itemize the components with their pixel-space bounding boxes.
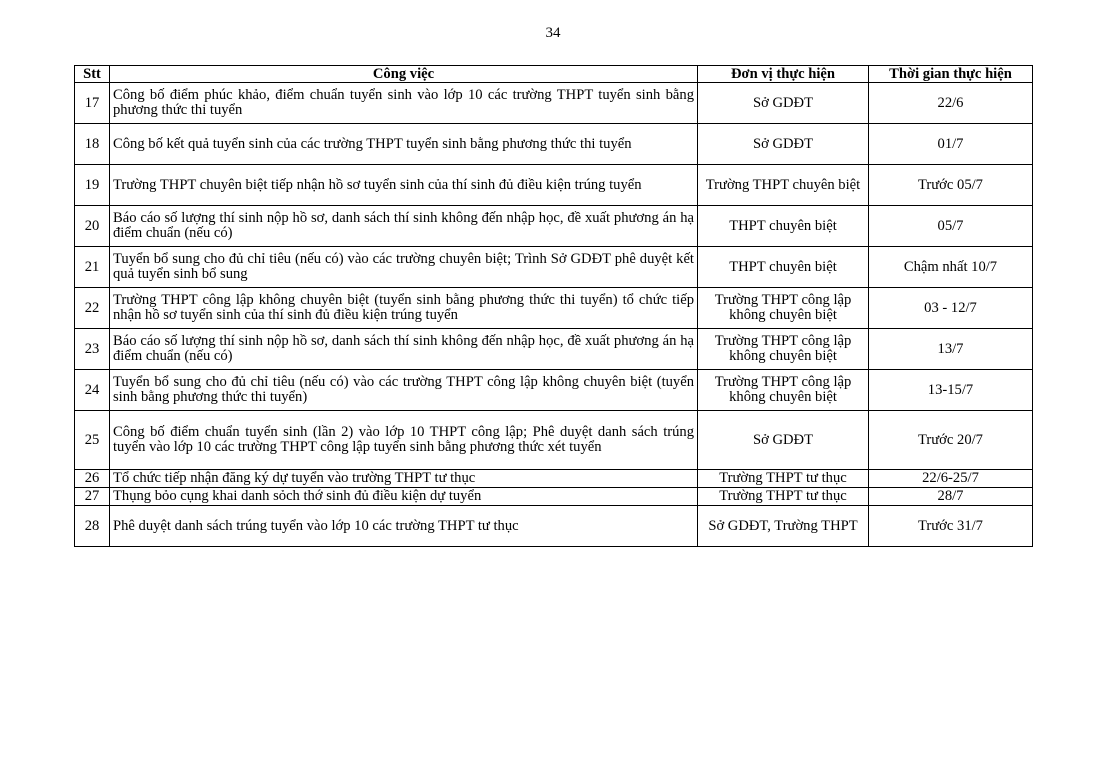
row-unit: THPT chuyên biệt — [698, 247, 869, 288]
row-stt: 20 — [75, 206, 110, 247]
table-row — [75, 370, 1033, 411]
table-row — [75, 83, 1033, 124]
row-time: Trước 20/7 — [869, 411, 1033, 470]
row-unit: Trường THPT công lập không chuyên biệt — [698, 288, 869, 329]
row-stt: 19 — [75, 165, 110, 206]
table-row — [75, 124, 1033, 165]
row-stt: 17 — [75, 83, 110, 124]
schedule-table — [74, 65, 1033, 547]
row-time: 03 - 12/7 — [869, 288, 1033, 329]
row-task: Công bố điểm phúc khảo, điểm chuẩn tuyển sinh vào lớp 10 các trường THPT tuyển sinh bằng phương thức thi tuyển — [110, 83, 698, 124]
row-time: Chậm nhất 10/7 — [869, 247, 1033, 288]
row-unit: Trường THPT công lập không chuyên biệt — [698, 370, 869, 411]
row-task: Tuyển bổ sung cho đủ chỉ tiêu (nếu có) vào các trường chuyên biệt; Trình Sở GDĐT phê duyệt kết quả tuyển sinh bổ sung — [110, 247, 698, 288]
row-unit: Trường THPT tư thục — [698, 488, 869, 506]
row-task: Công bố điểm chuẩn tuyển sinh (lần 2) vào lớp 10 THPT công lập; Phê duyệt danh sách trúng tuyển vào lớp 10 các trường THPT công lập tuyển sinh bằng phương thức xét tuyển — [110, 411, 698, 470]
table-row — [75, 247, 1033, 288]
header-stt: Stt — [75, 66, 110, 83]
row-time: Trước 31/7 — [869, 506, 1033, 547]
row-stt: 26 — [75, 470, 110, 488]
row-time: 01/7 — [869, 124, 1033, 165]
row-stt: 18 — [75, 124, 110, 165]
row-task: Công bố kết quả tuyển sinh của các trường THPT tuyển sinh bằng phương thức thi tuyển — [110, 124, 698, 165]
table-row — [75, 206, 1033, 247]
table-row — [75, 165, 1033, 206]
table-row — [75, 470, 1033, 488]
row-task: Báo cáo số lượng thí sinh nộp hồ sơ, danh sách thí sinh không đến nhập học, đề xuất phương án hạ điểm chuẩn (nếu có) — [110, 329, 698, 370]
row-task: Trường THPT công lập không chuyên biệt (tuyển sinh bằng phương thức thi tuyển) tổ chức tiếp nhận hồ sơ tuyển sinh của thí sinh đủ điều kiện trúng tuyển — [110, 288, 698, 329]
row-unit: Trường THPT tư thục — [698, 470, 869, 488]
row-unit: Sở GDĐT — [698, 83, 869, 124]
row-time: 22/6-25/7 — [869, 470, 1033, 488]
table-row — [75, 488, 1033, 506]
row-task: Tuyển bổ sung cho đủ chỉ tiêu (nếu có) vào các trường THPT công lập không chuyên biệt (tuyển sinh bằng phương thức thi tuyển) — [110, 370, 698, 411]
row-unit: Sở GDĐT — [698, 124, 869, 165]
row-task: Báo cáo số lượng thí sinh nộp hồ sơ, danh sách thí sinh không đến nhập học, đề xuất phương án hạ điểm chuẩn (nếu có) — [110, 206, 698, 247]
row-stt: 27 — [75, 488, 110, 506]
row-unit: Sở GDĐT — [698, 411, 869, 470]
row-stt: 21 — [75, 247, 110, 288]
row-stt: 25 — [75, 411, 110, 470]
table-row — [75, 411, 1033, 470]
row-task: Tổ chức tiếp nhận đăng ký dự tuyển vào trường THPT tư thục — [110, 470, 698, 488]
row-unit: Sở GDĐT, Trường THPT — [698, 506, 869, 547]
table-row — [75, 329, 1033, 370]
row-task: Thụng bỏo cụng khai danh sỏch thớ sinh đủ điều kiện dự tuyển — [110, 488, 698, 506]
row-time: 05/7 — [869, 206, 1033, 247]
row-time: 28/7 — [869, 488, 1033, 506]
header-task: Công việc — [110, 66, 698, 83]
row-unit: Trường THPT công lập không chuyên biệt — [698, 329, 869, 370]
row-unit: Trường THPT chuyên biệt — [698, 165, 869, 206]
table-row — [75, 506, 1033, 547]
header-unit: Đơn vị thực hiện — [698, 66, 869, 83]
row-task: Phê duyệt danh sách trúng tuyển vào lớp 10 các trường THPT tư thục — [110, 506, 698, 547]
row-stt: 28 — [75, 506, 110, 547]
table-row — [75, 288, 1033, 329]
row-unit: THPT chuyên biệt — [698, 206, 869, 247]
row-stt: 22 — [75, 288, 110, 329]
row-time: 13/7 — [869, 329, 1033, 370]
row-stt: 24 — [75, 370, 110, 411]
table-header-row — [75, 66, 1033, 83]
row-time: Trước 05/7 — [869, 165, 1033, 206]
row-task: Trường THPT chuyên biệt tiếp nhận hồ sơ tuyển sinh của thí sinh đủ điều kiện trúng tuyển — [110, 165, 698, 206]
header-time: Thời gian thực hiện — [869, 66, 1033, 83]
row-time: 22/6 — [869, 83, 1033, 124]
row-stt: 23 — [75, 329, 110, 370]
row-time: 13-15/7 — [869, 370, 1033, 411]
page-number: 34 — [545, 25, 561, 41]
